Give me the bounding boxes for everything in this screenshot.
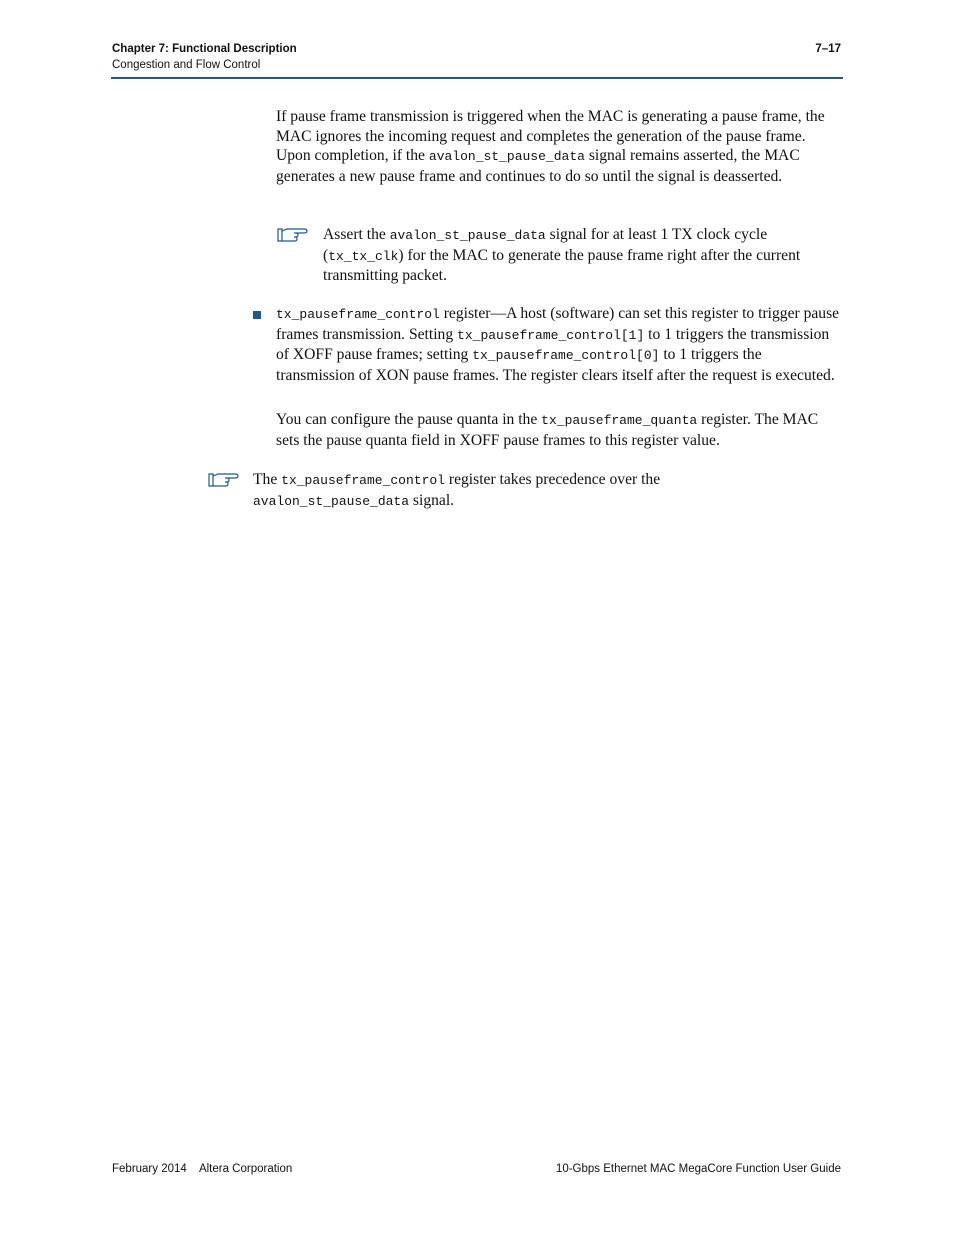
note-register-precedence: The tx_pauseframe_control register takes precedence over the avalon_st_pause_data signal. (253, 471, 661, 509)
signal-name: avalon_st_pause_data (389, 228, 546, 243)
register-name: tx_pauseframe_control (281, 473, 445, 488)
register-name: tx_pauseframe_control[0] (472, 348, 660, 363)
square-bullet-icon (253, 311, 261, 319)
pointing-hand-icon (207, 471, 239, 489)
chapter-title: Chapter 7: Functional Description (112, 43, 297, 55)
register-name: tx_pauseframe_control (276, 307, 440, 322)
signal-name: avalon_st_pause_data (253, 493, 410, 509)
note-assert-signal: Assert the avalon_st_pause_data signal for at least 1 TX clock cycle (tx_tx_clk) for the MAC to generate the pause frame right after the current transmitting packet. (323, 226, 801, 284)
footer-date-company: February 2014 Altera Corporation (112, 1163, 293, 1175)
register-name: tx_pauseframe_quanta (541, 413, 698, 428)
bullet-pauseframe-control: tx_pauseframe_control register—A host (software) can set this register to trigger pause frames transmission. Setting tx_pauseframe_control[1] to 1 triggers the transmission of XOFF pause frames; setting tx_pauseframe_control[0] to 1 triggers the transmission of XON pause frames. The register clears itself after the request is executed. (276, 305, 840, 384)
paragraph-pause-retrigger: If pause frame transmission is triggered when the MAC is generating a pause frame, the MAC ignores the incoming request and completes the generation of the pause frame. Upon completion, if the avalon_st_pause_data signal remains asserted, the MAC generates a new pause frame and continues to do so until the signal is deasserted. (276, 108, 825, 185)
signal-name: tx_tx_clk (328, 248, 399, 264)
signal-name: avalon_st_pause_data (428, 149, 585, 164)
pointing-hand-icon (276, 226, 308, 244)
page-number: 7–17 (815, 43, 841, 55)
header-rule (111, 77, 843, 79)
section-title: Congestion and Flow Control (112, 59, 261, 71)
footer-doc-title: 10-Gbps Ethernet MAC MegaCore Function User Guide (555, 1163, 841, 1175)
paragraph-pause-quanta: You can configure the pause quanta in the tx_pauseframe_quanta register. The MAC sets the pause quanta field in XOFF pause frames to this register value. (276, 411, 819, 449)
register-name: tx_pauseframe_control[1] (457, 327, 645, 343)
